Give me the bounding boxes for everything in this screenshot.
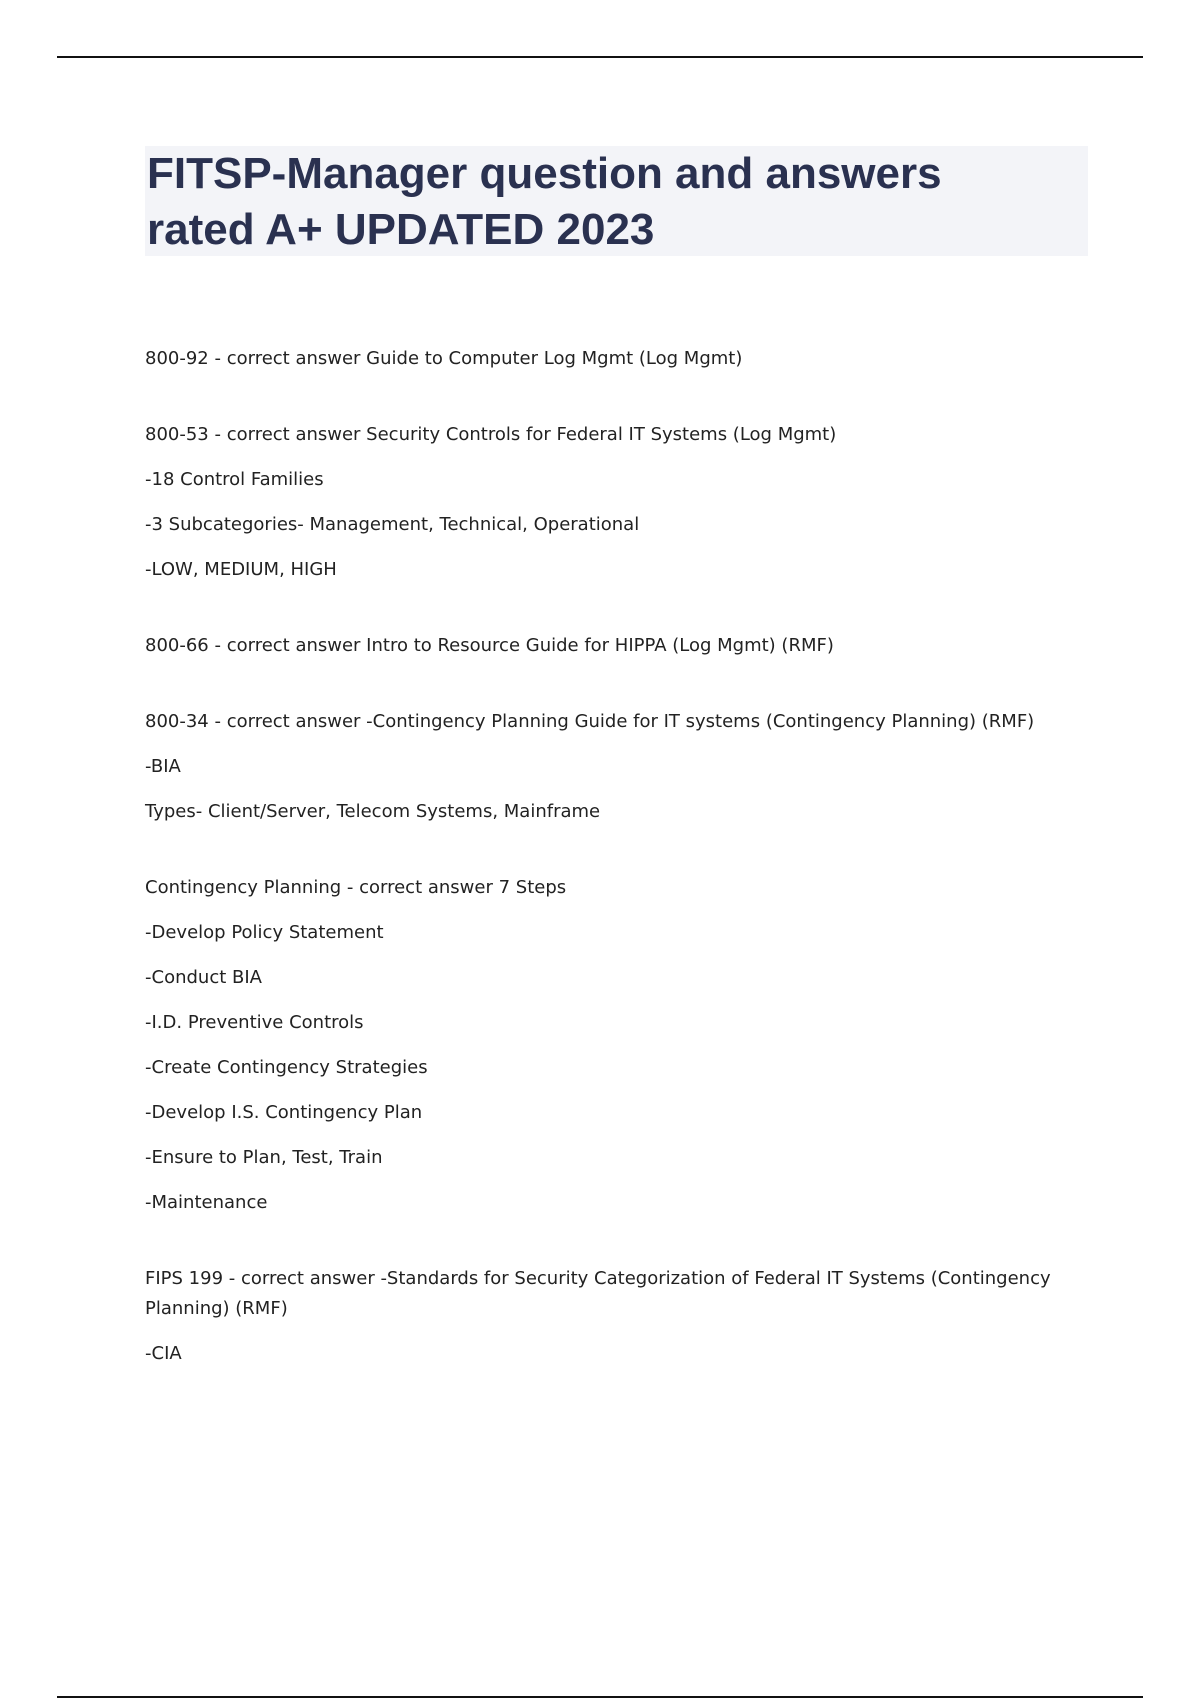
qa-line: -Maintenance — [145, 1192, 268, 1213]
qa-line: -18 Control Families — [145, 469, 324, 490]
qa-line: -Conduct BIA — [145, 967, 262, 988]
qa-item — [145, 631, 1065, 661]
qa-line: -BIA — [145, 756, 181, 777]
qa-line: 800-34 - correct answer -Contingency Planning Guide for IT systems (Contingency Planning) (RMF) — [145, 711, 1035, 732]
qa-line: -3 Subcategories- Management, Technical, Operational — [145, 514, 640, 535]
document-title — [147, 146, 1077, 258]
bottom-rule — [57, 1696, 1143, 1698]
qa-line: FIPS 199 - correct answer -Standards for Security Categorization of Federal IT Systems (Contingency Planning) (RMF) — [145, 1268, 1051, 1319]
qa-line: Contingency Planning - correct answer 7 Steps — [145, 877, 567, 898]
qa-item — [145, 873, 1065, 1218]
qa-line: -Ensure to Plan, Test, Train — [145, 1147, 383, 1168]
qa-line: -CIA — [145, 1343, 182, 1364]
qa-line: 800-92 - correct answer Guide to Computer Log Mgmt (Log Mgmt) — [145, 348, 743, 369]
title-line-1: FITSP-Manager question and answers — [147, 149, 942, 198]
qa-list — [145, 344, 1065, 1415]
qa-line: -Develop Policy Statement — [145, 922, 384, 943]
qa-line: -LOW, MEDIUM, HIGH — [145, 559, 337, 580]
qa-line: 800-66 - correct answer Intro to Resource Guide for HIPPA (Log Mgmt) (RMF) — [145, 635, 834, 656]
qa-line: -Develop I.S. Contingency Plan — [145, 1102, 423, 1123]
qa-item — [145, 420, 1065, 585]
top-rule — [57, 56, 1143, 58]
title-line-2: rated A+ UPDATED 2023 — [147, 205, 655, 254]
qa-item — [145, 707, 1065, 827]
qa-line: -Create Contingency Strategies — [145, 1057, 428, 1078]
qa-item — [145, 344, 1065, 374]
qa-item — [145, 1264, 1065, 1369]
qa-line: 800-53 - correct answer Security Controls for Federal IT Systems (Log Mgmt) — [145, 424, 837, 445]
qa-line: Types- Client/Server, Telecom Systems, Mainframe — [145, 801, 601, 822]
qa-line: -I.D. Preventive Controls — [145, 1012, 364, 1033]
